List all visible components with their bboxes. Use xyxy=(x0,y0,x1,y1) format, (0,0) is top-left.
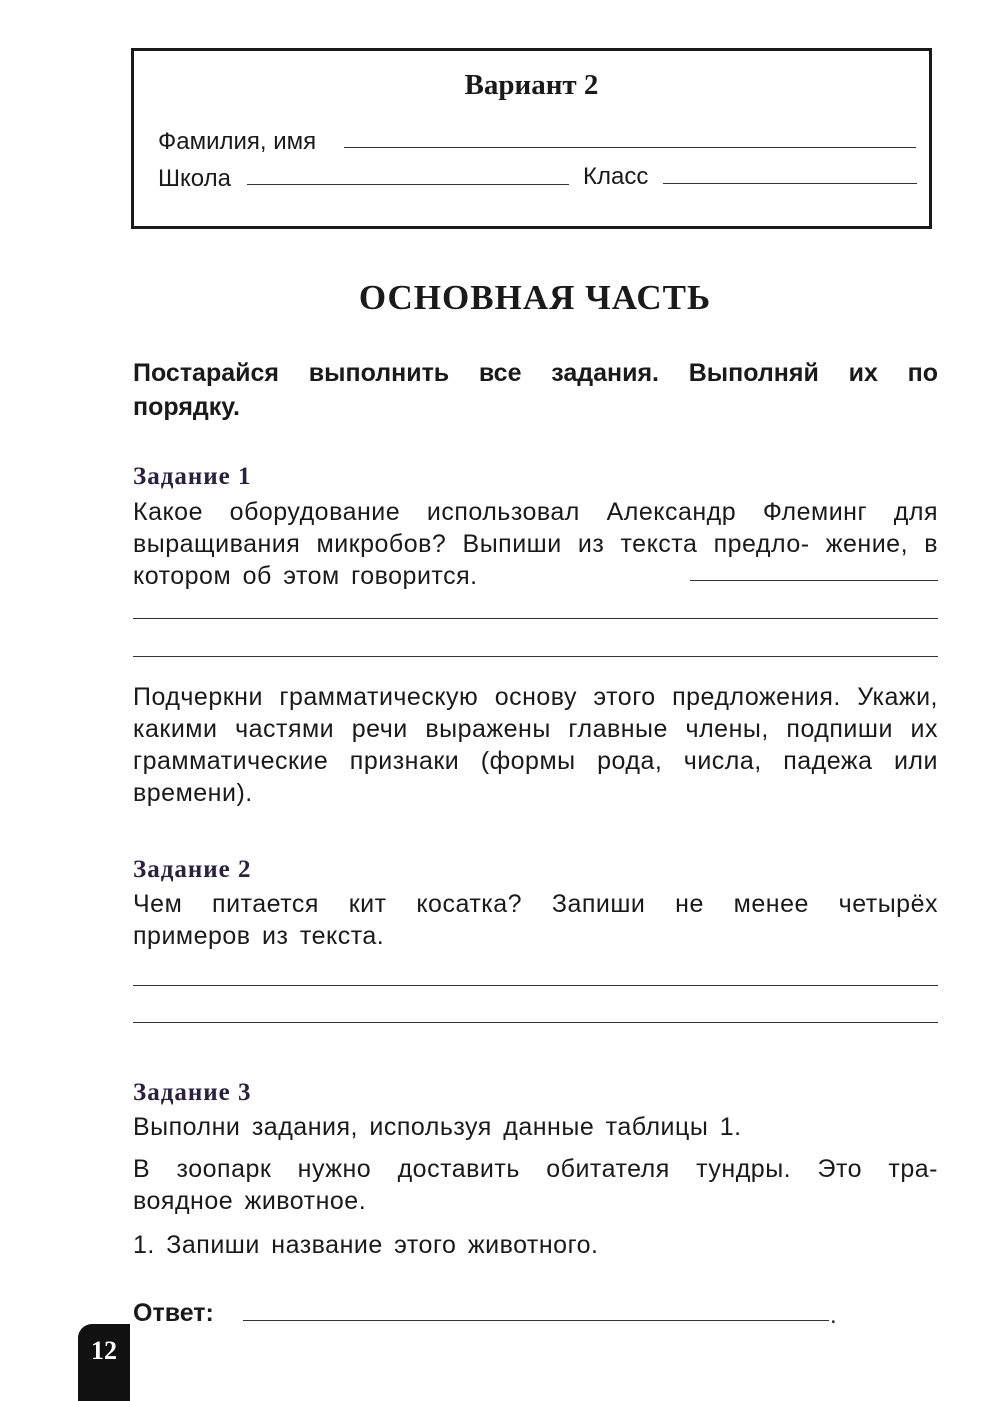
school-field[interactable] xyxy=(247,184,569,185)
task1-subtask: Подчеркни грамматическую основу этого предложения. Укажи, какими частями речи выражены главные члены, подпиши их грамматические признаки (формы рода, числа, падежа или времени). xyxy=(133,683,938,807)
school-label: Школа xyxy=(158,165,231,192)
answer-label: Ответ: xyxy=(133,1299,214,1327)
class-label: Класс xyxy=(583,163,649,190)
answer-field[interactable] xyxy=(243,1320,829,1321)
name-label: Фамилия, имя xyxy=(158,128,317,155)
task3-line-3: 1. Запиши название этого животного. xyxy=(133,1231,599,1259)
task1-question: Какое оборудование использовал Александр Флеминг для выращивания микробов? Выпиши из текста предло- жение, в котором об этом говорится. xyxy=(133,498,938,590)
section-title: ОСНОВНАЯ ЧАСТЬ xyxy=(358,278,712,317)
instruction-text: Постарайся выполнить все задания. Выполняй их по порядку. xyxy=(133,359,938,421)
task3-heading: Задание 3 xyxy=(133,1079,252,1106)
answer-period: . xyxy=(830,1302,837,1329)
task1-heading: Задание 1 xyxy=(133,463,252,490)
task1-answer-line-3[interactable] xyxy=(133,656,938,657)
task3-line-2: В зоопарк нужно доставить обитателя тундры. Это тра- воядное животное. xyxy=(133,1155,938,1215)
variant-title: Вариант 2 xyxy=(464,69,599,101)
name-field[interactable] xyxy=(344,147,916,148)
task2-answer-line-1[interactable] xyxy=(133,985,938,986)
task1-answer-line-1[interactable] xyxy=(690,580,938,581)
task2-answer-line-2[interactable] xyxy=(133,1022,938,1023)
task3-line-1: Выполни задания, используя данные таблицы 1. xyxy=(133,1113,742,1141)
task1-answer-line-2[interactable] xyxy=(133,618,938,619)
task2-question: Чем питается кит косатка? Запиши не менее четырёх примеров из текста. xyxy=(133,890,938,950)
student-info-box xyxy=(131,48,932,229)
task2-heading: Задание 2 xyxy=(133,856,252,883)
page-number: 12 xyxy=(78,1324,130,1401)
class-field[interactable] xyxy=(663,183,917,184)
